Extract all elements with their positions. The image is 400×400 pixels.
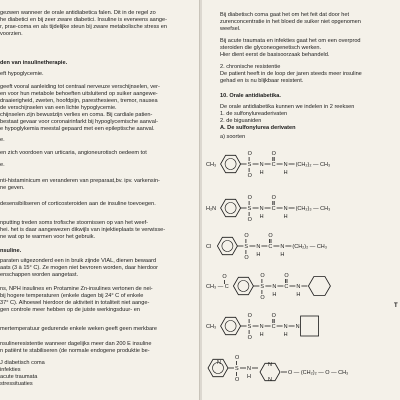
atom-label: N bbox=[217, 360, 221, 366]
text-line: e. bbox=[0, 137, 5, 143]
nitrogen-label: N bbox=[272, 284, 277, 290]
text-line: Bij diabetisch coma gaat het om het feit dat door het bbox=[220, 12, 350, 18]
text-line: Bij acute traumata en infekties gaat het om een overprod bbox=[220, 38, 361, 44]
substituent-label: CH₃ bbox=[206, 162, 217, 168]
hydrogen-label: H bbox=[280, 252, 285, 258]
substituent-label: Cl bbox=[206, 244, 212, 250]
hydrogen-label: H bbox=[259, 332, 264, 338]
nitrogen-label: N bbox=[247, 366, 251, 372]
side-chain-label: O — (CH₂)₂ — O — CH₃ bbox=[288, 370, 349, 376]
sulfur-label: S bbox=[235, 366, 239, 372]
text-line: Hier dient eerst de basisoorzaak behandeld. bbox=[220, 52, 330, 58]
section-heading: A. De sulfonylurea derivaten bbox=[220, 125, 296, 131]
text-line: gehad en is nu blijkbaar resistent. bbox=[220, 78, 304, 84]
section-heading: nsuline. bbox=[0, 248, 22, 254]
hydrogen-label: H bbox=[296, 292, 301, 298]
atom-label: N bbox=[268, 362, 272, 368]
text-line: chijnselen zijn bewustzijn verlies en coma. Bij cardiale patien- bbox=[0, 112, 153, 118]
oxygen-label: O bbox=[247, 195, 252, 201]
oxygen-label: O bbox=[260, 295, 265, 301]
text-line: 2. de biguaniden bbox=[220, 118, 262, 124]
oxygen-label: O bbox=[260, 273, 265, 279]
benzene-ring bbox=[221, 317, 241, 334]
text-line: he diabetici en bij zeer zware diabetici. Insuline is eveneens aange- bbox=[0, 17, 167, 23]
benzene-ring bbox=[221, 155, 241, 172]
text-line: hei. het is daar aangewezen dikwijls van injektieplaats te verwisse- bbox=[0, 227, 166, 233]
structure-formula bbox=[202, 146, 400, 193]
side-chain-label: (CH₂)₃ — CH₃ bbox=[295, 206, 331, 212]
text-line: infekties bbox=[0, 367, 21, 373]
text-line: J diabetisch coma bbox=[0, 360, 45, 366]
side-chain-label: (CH₂)₂ — CH₃ bbox=[295, 162, 331, 168]
text-line: De orale antidiabetika kunnen we indelen in 2 reeksen bbox=[220, 104, 355, 110]
sulfur-label: S bbox=[247, 324, 252, 330]
nitrogen-label: N bbox=[283, 206, 288, 212]
carbon-label: C bbox=[284, 284, 289, 290]
oxygen-label: O bbox=[271, 195, 276, 201]
substituent-label: CH₃ — C bbox=[206, 284, 229, 290]
text-line: n patiënt te stabiliseren (de normale endogene produktie be- bbox=[0, 348, 150, 354]
text-line: ne wat op te warmen voor het gebruik. bbox=[0, 234, 96, 240]
text-line: a) soorten bbox=[220, 134, 246, 140]
hydrogen-label: H bbox=[283, 332, 288, 338]
oxygen-label: O bbox=[235, 355, 240, 361]
text-line: r, prae-coma en als tijdelijke steun bij zware metabolische stress en bbox=[0, 24, 167, 30]
carbon-label: C bbox=[268, 244, 273, 250]
page-mark: T bbox=[394, 303, 398, 309]
atom-label: O bbox=[222, 274, 227, 280]
text-line: desensibiliseren of corticosteroiden aan de insuline toevoegen. bbox=[0, 201, 156, 207]
oxygen-label: O bbox=[247, 313, 252, 319]
text-line: nputting treden soms trofische stoornissen op van het weef- bbox=[0, 220, 149, 226]
text-line: weefsel. bbox=[220, 26, 241, 32]
text-line: ne geven. bbox=[0, 185, 25, 191]
text-line: paraten uitgezonderd een in bruik zijnde VIAL, dienen bewaard bbox=[0, 258, 157, 264]
hydrogen-label: H bbox=[272, 292, 277, 298]
text-line: voorzien. bbox=[0, 31, 23, 37]
hydrogen-label: H bbox=[283, 170, 288, 176]
text-line: gen controle meer hebben op de juiste werkingsduur- en bbox=[0, 307, 140, 313]
sulfur-label: S bbox=[260, 284, 265, 290]
text-line: de verschijnselen van een lichte hypoglycemie. bbox=[0, 105, 117, 111]
sulfur-label: S bbox=[247, 162, 252, 168]
atom-label: N bbox=[268, 377, 272, 383]
text-line: nsulineresistentie wanneer dagelijks meer dan 200 E insuline bbox=[0, 341, 152, 347]
hydrogen-label: H bbox=[247, 374, 251, 380]
text-line: steroiden die glyconeogenetisch werken. bbox=[220, 45, 322, 51]
text-line: en zich voordoen van urticaria, angioneurotisch oedeem tot bbox=[0, 150, 147, 156]
oxygen-label: O bbox=[244, 255, 249, 261]
text-line: 1. de sulfonylureaderivaten bbox=[220, 111, 288, 117]
text-line: gezwen wanneer de orale antidiabetica falen. Dit in de regel zo bbox=[0, 10, 156, 16]
nitrogen-label: N bbox=[283, 162, 288, 168]
hydrogen-label: H bbox=[256, 252, 261, 258]
hydrogen-label: H bbox=[283, 214, 288, 220]
structure-formula bbox=[202, 308, 400, 355]
text-line: eft hypoglycemie. bbox=[0, 71, 44, 77]
cyclohexyl-ring bbox=[308, 277, 330, 296]
benzene-ring bbox=[217, 237, 237, 254]
text-line: acute traumata bbox=[0, 374, 38, 380]
benzene-ring bbox=[221, 199, 241, 216]
nitrogen-label: N bbox=[256, 244, 261, 250]
right-page bbox=[202, 0, 400, 400]
text-line: ns, NPH insulines en Protamine Zn-insulines vertonen de nei- bbox=[0, 286, 153, 292]
text-line: geeft vooral aanleiding tot centraal nerveuze verschijnselen, ver- bbox=[0, 84, 160, 90]
structure-formula bbox=[202, 350, 400, 397]
carbon-label: C bbox=[271, 324, 276, 330]
text-line: De patient heeft in de loop der jaren steeds meer insuline bbox=[220, 71, 362, 77]
oxygen-label: O bbox=[244, 233, 249, 239]
nitrogen-label: N bbox=[259, 206, 264, 212]
nitrogen-label: N bbox=[280, 244, 285, 250]
text-line: e. bbox=[0, 162, 5, 168]
hydrogen-label: H bbox=[259, 170, 264, 176]
text-line: enschappen worden aangetast. bbox=[0, 272, 79, 278]
text-line: bij hogere temperaturen (enkele dagen bij 24° C of enkele bbox=[0, 293, 144, 299]
oxygen-label: O bbox=[271, 313, 276, 319]
text-line: aats (3 à 15° C). Ze mogen niet bevroren worden, daar hierdoor bbox=[0, 265, 159, 271]
carbon-label: C bbox=[271, 206, 276, 212]
oxygen-label: O bbox=[247, 335, 252, 341]
oxygen-label: O bbox=[271, 151, 276, 157]
sulfur-label: S bbox=[244, 244, 249, 250]
nitrogen-label: N bbox=[259, 324, 264, 330]
section-heading: 10. Orale antidiabetika. bbox=[220, 93, 281, 99]
section-heading: den van insulinetherapie. bbox=[0, 60, 68, 66]
oxygen-label: O bbox=[247, 217, 252, 223]
oxygen-label: O bbox=[247, 173, 252, 179]
carbon-label: C bbox=[271, 162, 276, 168]
nitrogen-label: N bbox=[259, 162, 264, 168]
text-line: draaierigheid, zweten, hoofdpijn, paresthesieen, tremor, nausea bbox=[0, 98, 158, 104]
substituent-label: CH₃ bbox=[206, 324, 217, 330]
text-line: stressituaties bbox=[0, 381, 33, 387]
text-line: en voor hun metabole behoeften uitsluitend op suiker aangewe- bbox=[0, 91, 158, 97]
substituent-label: H₂N bbox=[206, 206, 217, 212]
oxygen-label: O bbox=[268, 233, 273, 239]
text-line: 2. chronische resistentie bbox=[220, 64, 281, 70]
text-line: bestaat gevaar voor coronairinfarkt bij hypoglycemische aanval- bbox=[0, 119, 158, 125]
nitrogen-label: N bbox=[295, 324, 300, 330]
text-line: mertemperatuur gedurende enkele weken geeft geen merkbare bbox=[0, 326, 158, 332]
oxygen-label: O bbox=[247, 151, 252, 157]
hydrogen-label: H bbox=[259, 214, 264, 220]
side-chain-label: (CH₂)₂ — CH₃ bbox=[292, 244, 328, 250]
text-line: e hypoglykemia meestal gepaard met een epileptische aanval. bbox=[0, 126, 155, 132]
oxygen-label: O bbox=[235, 377, 240, 383]
text-line: nti-histaminicum en veranderen van preparaat,bv. ipv. varkensin- bbox=[0, 178, 160, 184]
text-line: 37° C). Alhoewel hierdoor de aktiviteit in totaliteit niet aange- bbox=[0, 300, 150, 306]
sulfur-label: S bbox=[247, 206, 252, 212]
nitrogen-label: N bbox=[296, 284, 301, 290]
text-line: zurenconcentratie in het bloed de suiker niet opgenomen bbox=[220, 19, 361, 25]
oxygen-label: O bbox=[284, 273, 289, 279]
nitrogen-label: N bbox=[283, 324, 288, 330]
benzene-ring bbox=[233, 277, 253, 294]
azepane-ring bbox=[301, 316, 319, 336]
